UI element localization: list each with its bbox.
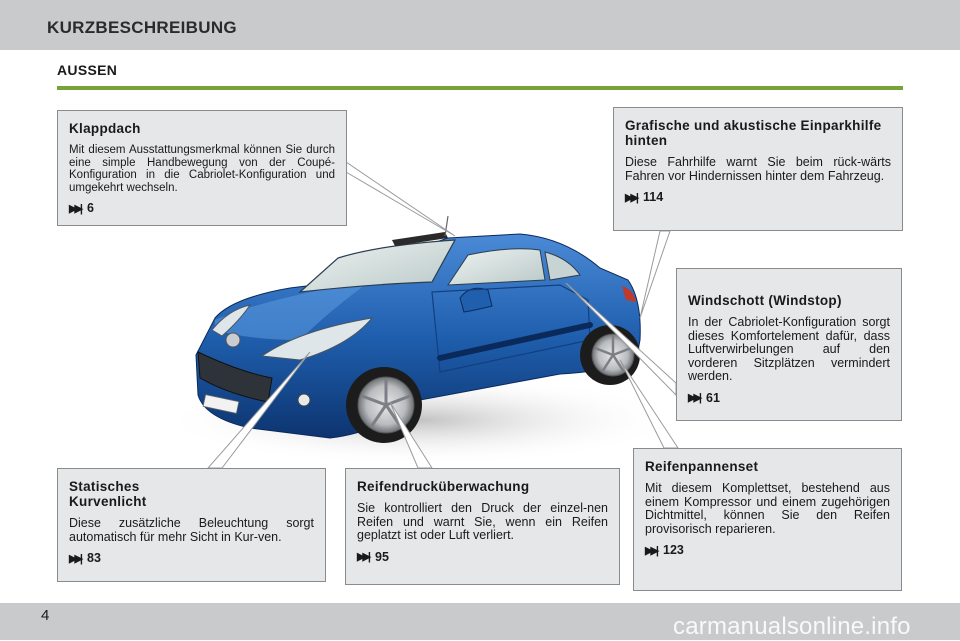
page-reference-arrow-icon: ▶▶| bbox=[625, 191, 636, 204]
page-number: 4 bbox=[41, 607, 50, 624]
page-reference-arrow-icon: ▶▶| bbox=[69, 202, 80, 215]
reifendruck-page-reference[interactable] bbox=[357, 550, 608, 564]
brand-emblem bbox=[226, 333, 240, 347]
klappdach-ref-number: 6 bbox=[87, 201, 94, 215]
kurvenlicht-ref-number: 83 bbox=[87, 551, 101, 565]
reifenpannenset-title: Reifenpannenset bbox=[645, 459, 759, 474]
klappdach-text: Mit diesem Ausstattungsmerkmal können Sie durch eine simple Handbewegung von der Coupé-Konfiguration in die Cabriolet-Konfiguration und umgekehrt wechseln. bbox=[69, 144, 335, 194]
page-reference-arrow-icon: ▶▶| bbox=[688, 392, 699, 404]
einparkhilfe-page-reference[interactable] bbox=[625, 190, 891, 204]
reifenpannenset-page-reference[interactable] bbox=[645, 543, 890, 557]
kurvenlicht-text: Diese zusätzliche Beleuchtung sorgt automatisch für mehr Sicht in Kur-ven. bbox=[69, 516, 314, 544]
info-box-reifendruck bbox=[345, 468, 620, 585]
einparkhilfe-text: Diese Fahrhilfe warnt Sie beim rück-wärts Fahren vor Hindernissen hinter dem Fahrzeug. bbox=[625, 155, 891, 183]
info-box-einparkhilfe bbox=[613, 107, 903, 231]
fog-light bbox=[298, 394, 310, 406]
info-box-reifenpannenset bbox=[633, 448, 902, 591]
einparkhilfe-title: Grafische und akustische Einparkhilfe hinten bbox=[625, 118, 882, 148]
info-box-kurvenlicht bbox=[57, 468, 326, 582]
einparkhilfe-ref-number: 114 bbox=[643, 190, 664, 204]
reifendruck-title: Reifendrucküberwachung bbox=[357, 479, 530, 494]
klappdach-title: Klappdach bbox=[69, 121, 141, 136]
page-reference-arrow-icon: ▶▶| bbox=[69, 552, 80, 565]
page-reference-arrow-icon: ▶▶| bbox=[357, 551, 368, 563]
reifenpannenset-text: Mit diesem Komplettset, bestehend aus einem Kompressor und einem zugehörigen Dichtmittel, können Sie den Reifen provisorisch reparieren. bbox=[645, 481, 890, 536]
windschott-title: Windschott (Windstop) bbox=[688, 293, 842, 308]
windschott-text: In der Cabriolet-Konfiguration sorgt dieses Komfortelement dafür, dass Luftverwirbelungen auf den vorderen Sitzplätzen vermindert werden. bbox=[688, 315, 890, 383]
info-box-klappdach bbox=[57, 110, 347, 226]
reifendruck-ref-number: 95 bbox=[375, 549, 389, 564]
reifendruck-text: Sie kontrolliert den Druck der einzel-nen Reifen und warnt Sie, wenn ein Reifen geplatzt ist oder Luft verliert. bbox=[357, 501, 608, 542]
section-title: AUSSEN bbox=[57, 62, 118, 78]
kurvenlicht-title: Statisches Kurvenlicht bbox=[69, 479, 147, 509]
windschott-ref-number: 61 bbox=[706, 390, 720, 405]
antenna bbox=[445, 216, 448, 236]
watermark: carmanualsonline.info bbox=[673, 613, 911, 640]
callout-klappdach bbox=[346, 162, 455, 236]
klappdach-page-reference[interactable] bbox=[69, 201, 335, 215]
kurvenlicht-page-reference[interactable] bbox=[69, 551, 314, 565]
reifenpannenset-ref-number: 123 bbox=[663, 543, 684, 557]
info-box-windschott bbox=[676, 268, 902, 421]
windschott-page-reference[interactable] bbox=[688, 391, 890, 405]
callout-einparkhilfe bbox=[640, 231, 670, 318]
chapter-title: KURZBESCHREIBUNG bbox=[47, 18, 237, 37]
page-reference-arrow-icon: ▶▶| bbox=[645, 544, 656, 557]
